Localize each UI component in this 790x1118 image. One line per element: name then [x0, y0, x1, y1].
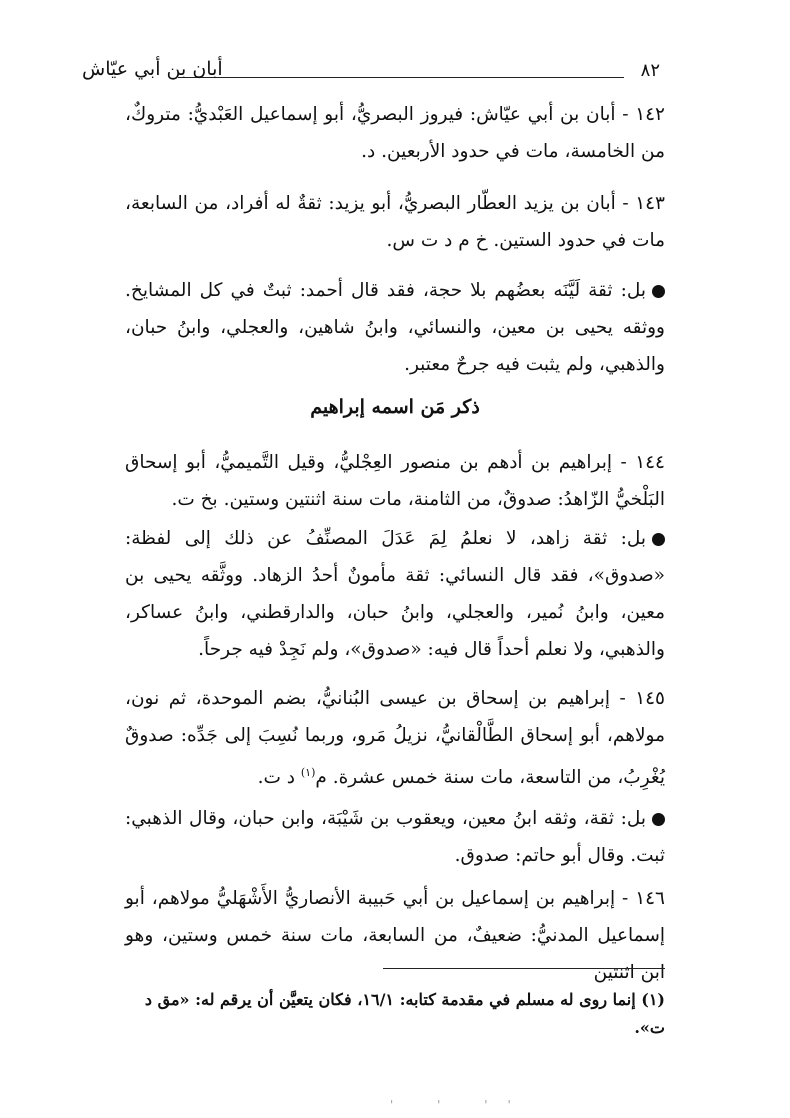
section-heading: ذكر مَن اسمه إبراهيم — [310, 396, 480, 418]
bullet-icon — [652, 533, 665, 546]
entry-145-tail: د ت. — [257, 767, 301, 789]
scan-marks: '' ' ' — [390, 1098, 531, 1112]
entry-144-comment — [125, 520, 665, 668]
bullet-icon — [652, 813, 665, 826]
footnote: (١) إنما روى له مسلم في مقدمة كتابه: ١٦/١، فكان يتعيَّن أن يرقم له: «مق د ت». — [144, 990, 665, 1037]
entry-146: ١٤٦ - إبراهيم بن إسماعيل بن أبي حَبيبة الأنصاريُّ الأَشْهَليُّ مولاهم، أبو إسماعيل المدنيُّ: ضعيفٌ، من السابعة، مات سنة خمس وستين، وهو ابن اثنتين — [125, 888, 665, 983]
entry-145-comment — [125, 800, 665, 874]
entry-143-comment — [125, 272, 665, 383]
footnote-rule — [383, 968, 665, 969]
entry-145 — [125, 680, 665, 796]
page-number: ٨٢ — [640, 60, 660, 81]
footnote-marker: (١) — [300, 766, 316, 779]
running-head: أبان بن أبي عيّاش — [82, 58, 223, 80]
page-header — [82, 58, 660, 92]
comment-text: بل: ثقة لَيَّنَه بعضُهم بلا حجة، فقد قال أحمد: ثبتٌ في كل المشايخ. ووثقه يحيى بن معين، والنسائي، وابنُ شاهين، والعجلي، وابنُ حبان، والذهبي، ولم يثبت فيه جرحٌ معتبر. — [125, 280, 665, 375]
bullet-icon — [652, 285, 665, 298]
header-rule — [178, 77, 624, 78]
comment-text: بل: ثقة زاهد، لا نعلمُ لِمَ عَدَلَ المصنِّفُ عن ذلك إلى لفظة: «صدوق»، فقد قال النسائي: ثقة مأمونٌ أحدُ الزهاد. ووثَّقه يحيى بن معين، وابنُ نُمير، والعجلي، وابنُ حبان، والدارقطني، وابنُ عساكر، والذهبي، ولا نعلم أحداً قال فيه: «صدوق»، ولم نَجِدْ فيه جرحاً. — [125, 528, 665, 660]
entry-143: ١٤٣ - أبان بن يزيد العطّار البصريُّ، أبو يزيد: ثقةٌ له أفراد، من السابعة، مات في حدود الستين. خ م د ت س. — [125, 193, 665, 251]
comment-text: بل: ثقة، وثقه ابنُ معين، ويعقوب بن شَيْبَة، وابن حبان، وقال الذهبي: ثبت. وقال أبو حاتم: صدوق. — [125, 808, 665, 866]
entry-145-text: ١٤٥ - إبراهيم بن إسحاق بن عيسى البُنانيُّ، بضم الموحدة، ثم نون، مولاهم، أبو إسحاق الطَّالْقانيُّ، نزيلُ مَرو، وربما نُسِبَ إلى جَدِّه: صدوقٌ يُغْرِبُ، من التاسعة، مات سنة خمس عشرة. م — [125, 688, 665, 789]
entry-144: ١٤٤ - إبراهيم بن أدهم بن منصور العِجْليُّ، وقيل التَّميميُّ، أبو إسحاق البَلْخيُّ الزّاهدُ: صدوقٌ، من الثامنة، مات سنة اثنتين وستين. بخ ت. — [125, 452, 665, 510]
entry-142: ١٤٢ - أبان بن أبي عيّاش: فيروز البصريُّ، أبو إسماعيل العَبْديُّ: متروكٌ، من الخامسة، مات في حدود الأربعين. د. — [125, 104, 665, 162]
